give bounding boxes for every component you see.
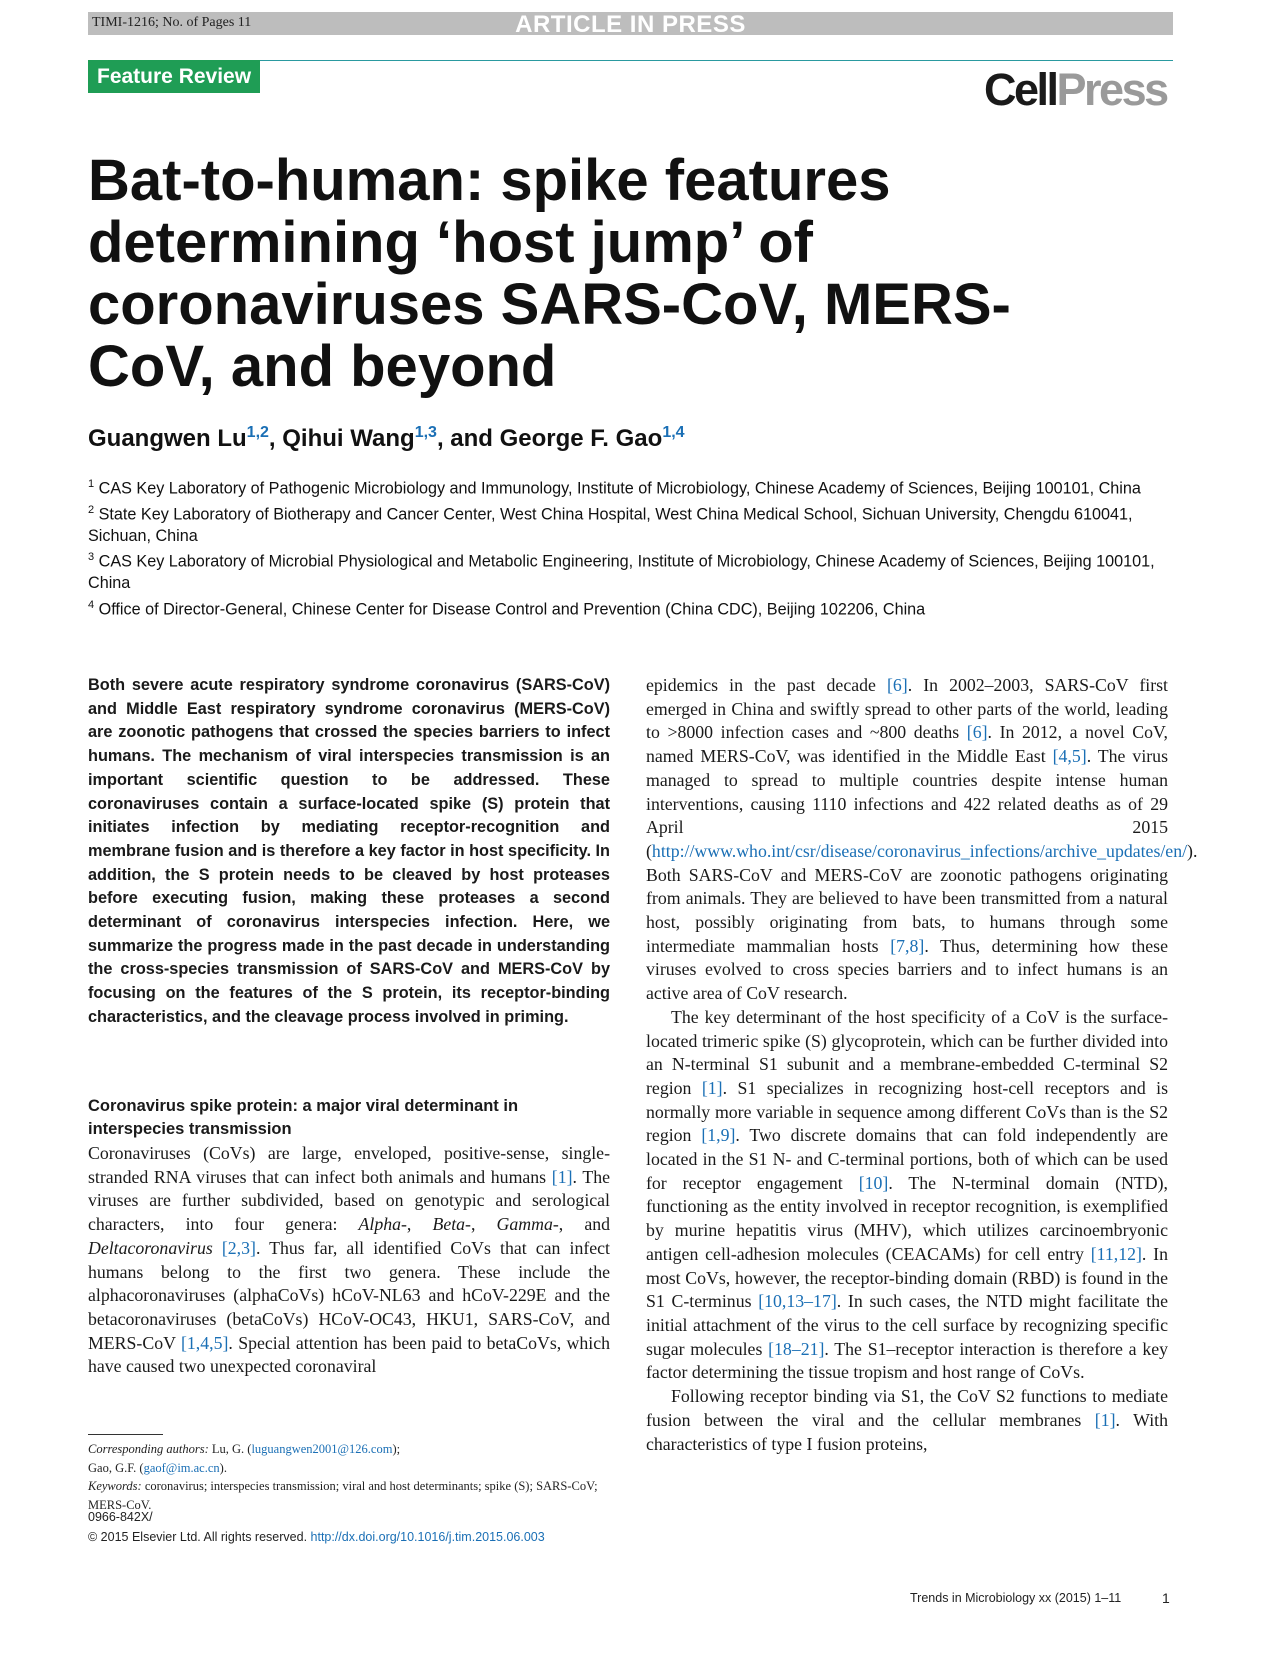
text-run: , bbox=[406, 1214, 433, 1235]
body-right-column bbox=[646, 674, 1198, 1456]
author-name: Guangwen Lu bbox=[88, 425, 247, 452]
reference-link[interactable]: luguangwen2001@126.com bbox=[251, 1442, 393, 1456]
text-run: . Two discrete domains that can fold independently are located in the S1 N- and C-terminal portions, both of which can be used for receptor engagement bbox=[646, 1125, 1169, 1193]
affiliation bbox=[88, 547, 1188, 594]
text-run: . S1 specializes in recognizing host-cell receptors and is normally more variable in sequence among different CoVs than is the S2 region bbox=[646, 1077, 1169, 1146]
page-info: TIMI-1216; No. of Pages 11 bbox=[92, 15, 252, 30]
affiliation-marker[interactable]: 1,2 bbox=[246, 424, 269, 441]
italic-text: Keywords: bbox=[88, 1479, 142, 1493]
affiliation-text: CAS Key Laboratory of Microbial Physiological and Metabolic Engineering, Institute of Microbiology, Chinese Academy of Sciences, Beijing 100101, China bbox=[88, 552, 1155, 593]
affiliation-text: Office of Director-General, Chinese Center for Disease Control and Prevention (China CDC), Beijing 102206, China bbox=[94, 600, 926, 619]
page-number: 1 bbox=[1162, 1590, 1170, 1606]
text-run: ). bbox=[219, 1460, 227, 1475]
text-run: The key determinant of the host specificity of a CoV is the surface-located trimeric spike (S) glycoprotein, which can be further divided into an N-terminal S1 subunit and a membrane-embedded C-terminal S2 region bbox=[646, 1006, 1168, 1098]
corresponding-authors-2 bbox=[88, 1459, 610, 1478]
italic-text: Deltacoronavirus bbox=[88, 1237, 213, 1258]
doi-link[interactable]: http://dx.doi.org/10.1016/j.tim.2015.06.003 bbox=[310, 1530, 545, 1544]
reference-link[interactable]: [1] bbox=[701, 1077, 723, 1098]
footnote-rule bbox=[88, 1434, 163, 1435]
reference-link[interactable]: [6] bbox=[966, 722, 988, 743]
author-list bbox=[88, 425, 685, 453]
logo-cell: Cell bbox=[984, 64, 1057, 115]
text-run: , bbox=[470, 1214, 497, 1235]
reference-link[interactable]: [10,13–17] bbox=[758, 1291, 837, 1312]
author-separator: , and bbox=[436, 425, 500, 452]
reference-link[interactable]: [11,12] bbox=[1090, 1243, 1142, 1264]
article-in-press-banner: ARTICLE IN PRESS bbox=[515, 11, 746, 38]
text-run: . The virus managed to spread to multiple countries despite intense human interventions, causing 1110 infections and 422 related deaths as of 29 April 2015 ( bbox=[646, 746, 1168, 861]
paragraph bbox=[88, 1142, 610, 1379]
corresponding-authors bbox=[88, 1440, 610, 1459]
affiliation-marker[interactable]: 1,3 bbox=[414, 424, 437, 441]
text-run: Following receptor binding via S1, the CoV S2 functions to mediate fusion between the viral and the cellular membranes bbox=[646, 1386, 1168, 1430]
affiliation bbox=[88, 474, 1188, 500]
reference-link[interactable]: [1,9] bbox=[701, 1125, 736, 1146]
feature-review-badge: Feature Review bbox=[88, 60, 260, 93]
text-run: . The S1–receptor interaction is therefore a key factor determining the tissue tropism and host range of CoVs. bbox=[646, 1338, 1168, 1383]
affiliation bbox=[88, 595, 1188, 621]
text-run: . Thus, determining how these viruses evolved to cross species barriers and to infect humans is an active area of CoV research. bbox=[646, 935, 1168, 1004]
reference-link[interactable]: [1] bbox=[551, 1166, 573, 1187]
text-run: . Thus far, all identified CoVs that can infect humans belong to the first two genera. These include the alphacoronaviruses (alphaCoVs) hCoV-NL63 and hCoV-229E and the betacoronaviruses (betaCoVs) HCoV-OC43, HKU1, SARS-CoV, and MERS-CoV bbox=[88, 1237, 610, 1353]
paragraph bbox=[646, 1006, 1168, 1385]
reference-link[interactable]: http://www.who.int/csr/disease/coronavirus_infections/archive_updates/en/ bbox=[651, 840, 1188, 861]
author-name: George F. Gao bbox=[499, 425, 663, 452]
text-run: . Special attention has been paid to betaCoVs, which have caused two unexpected coronaviral bbox=[88, 1332, 610, 1377]
text-run: Gao, G.F. ( bbox=[88, 1460, 144, 1475]
affiliation-number: 1 bbox=[88, 478, 95, 490]
affiliation-text: State Key Laboratory of Biotherapy and Cancer Center, West China Hospital, West China Medical School, Sichuan University, Chengdu 610041, Sichuan, China bbox=[88, 505, 1133, 545]
issn: 0966-842X/ bbox=[88, 1510, 153, 1524]
text-run: Coronaviruses (CoVs) are large, enveloped, positive-sense, single-stranded RNA viruses that can infect both animals and humans bbox=[88, 1143, 610, 1187]
italic-text: Gamma- bbox=[496, 1214, 559, 1235]
reference-link[interactable]: [2,3] bbox=[221, 1237, 256, 1258]
affiliation-text: CAS Key Laboratory of Pathogenic Microbiology and Immunology, Institute of Microbiology, Chinese Academy of Sciences, Beijing 100101, China bbox=[94, 479, 1141, 498]
text-run: . In such cases, the NTD might facilitate the initial attachment of the virus to the cell surface by recognizing specific sugar molecules bbox=[646, 1291, 1168, 1359]
footnotes bbox=[88, 1440, 610, 1514]
logo-press: Press bbox=[1056, 64, 1167, 115]
reference-link[interactable]: [4,5] bbox=[1052, 746, 1087, 767]
author-name: Qihui Wang bbox=[282, 425, 415, 452]
text-run bbox=[213, 1238, 222, 1258]
reference-link[interactable]: [6] bbox=[886, 675, 908, 695]
affiliations bbox=[88, 474, 1188, 621]
text-run: . In 2012, a novel CoV, named MERS-CoV, was identified in the Middle East bbox=[646, 722, 1168, 767]
italic-text: Beta- bbox=[432, 1214, 471, 1235]
text-run: . In most CoVs, however, the receptor-binding domain (RBD) is found in the S1 C-terminus bbox=[646, 1243, 1168, 1312]
author-separator: , bbox=[268, 425, 283, 452]
abstract: Both severe acute respiratory syndrome coronavirus (SARS-CoV) and Middle East respiratory syndrome coronavirus (MERS-CoV) are zoonotic pathogens that crossed the species barriers to infect humans. The mechanism of viral interspecies transmission is an important scientific question to be addressed. These coronaviruses contain a surface-located spike (S) protein that initiates infection by mediating receptor-recognition and membrane fusion and is therefore a key factor in host specificity. In addition, the S protein needs to be cleaved by host proteases before executing fusion, making these proteases a second determinant of coronavirus interspecies infection. Here, we summarize the progress made in the past decade in understanding the cross-species transmission of SARS-CoV and MERS-CoV by focusing on the features of the S protein, its receptor-binding characteristics, and the cleavage process involved in priming. bbox=[88, 676, 610, 1026]
reference-link[interactable]: gaof@im.ac.cn bbox=[143, 1460, 220, 1475]
affiliation-number: 2 bbox=[88, 503, 95, 516]
journal-footer: Trends in Microbiology xx (2015) 1–11 bbox=[910, 1591, 1122, 1605]
reference-link[interactable]: [10] bbox=[858, 1172, 889, 1193]
reference-link[interactable]: [7,8] bbox=[890, 935, 925, 956]
affiliation-number: 4 bbox=[88, 598, 95, 611]
text-run: coronavirus; interspecies transmission; viral and host determinants; spike (S); SARS-CoV; MERS-CoV. bbox=[88, 1479, 598, 1512]
paragraph bbox=[646, 1385, 1168, 1456]
reference-link[interactable]: [18–21] bbox=[768, 1338, 825, 1359]
article-title: Bat-to-human: spike features determining ‘host jump’ of coronaviruses SARS-CoV, MERS-CoV, and beyond bbox=[88, 148, 1011, 399]
reference-link[interactable]: [1] bbox=[1094, 1409, 1116, 1430]
affiliation-marker[interactable]: 1,4 bbox=[662, 424, 685, 441]
affiliation-number: 3 bbox=[88, 551, 95, 564]
paragraph bbox=[646, 674, 1198, 1006]
copyright-text: © 2015 Elsevier Ltd. All rights reserved. bbox=[88, 1530, 311, 1544]
body-left-column bbox=[88, 1142, 610, 1379]
text-run: . In 2002–2003, SARS-CoV first emerged in China and swiftly spread to other parts of the world, leading to >8000 infection cases and ~800 deaths bbox=[646, 675, 1168, 743]
reference-link[interactable]: [1,4,5] bbox=[180, 1332, 229, 1353]
text-run: . The N-terminal domain (NTD), functioning as the entity involved in receptor recognition, is exemplified by murine hepatitis virus (MHV), which utilizes carcinoembryonic antigen cell-adhesion molecules (CEACAMs) for cell entry bbox=[646, 1172, 1168, 1264]
italic-text: Corresponding authors: bbox=[88, 1442, 209, 1456]
text-run: . With characteristics of type I fusion proteins, bbox=[646, 1409, 1168, 1454]
copyright bbox=[88, 1530, 545, 1544]
text-run: ); bbox=[392, 1442, 401, 1456]
text-run: ). Both SARS-CoV and MERS-CoV are zoonotic pathogens originating from animals. They are believed to have been transmitted from a natural host, possibly originating from bats, to humans through some intermediate mammalian hosts bbox=[646, 840, 1198, 956]
cellpress-logo bbox=[984, 64, 1167, 116]
affiliation bbox=[88, 500, 1188, 547]
section-heading: Coronavirus spike protein: a major viral determinant in interspecies transmission bbox=[88, 1097, 519, 1138]
text-run: epidemics in the past decade bbox=[646, 675, 887, 695]
italic-text: Alpha- bbox=[358, 1214, 407, 1235]
text-run: Lu, G. ( bbox=[208, 1442, 252, 1456]
text-run: , and bbox=[558, 1214, 610, 1235]
text-run: . The viruses are further subdivided, based on genotypic and serological characters, into four genera: bbox=[88, 1166, 610, 1235]
keywords bbox=[88, 1477, 610, 1514]
